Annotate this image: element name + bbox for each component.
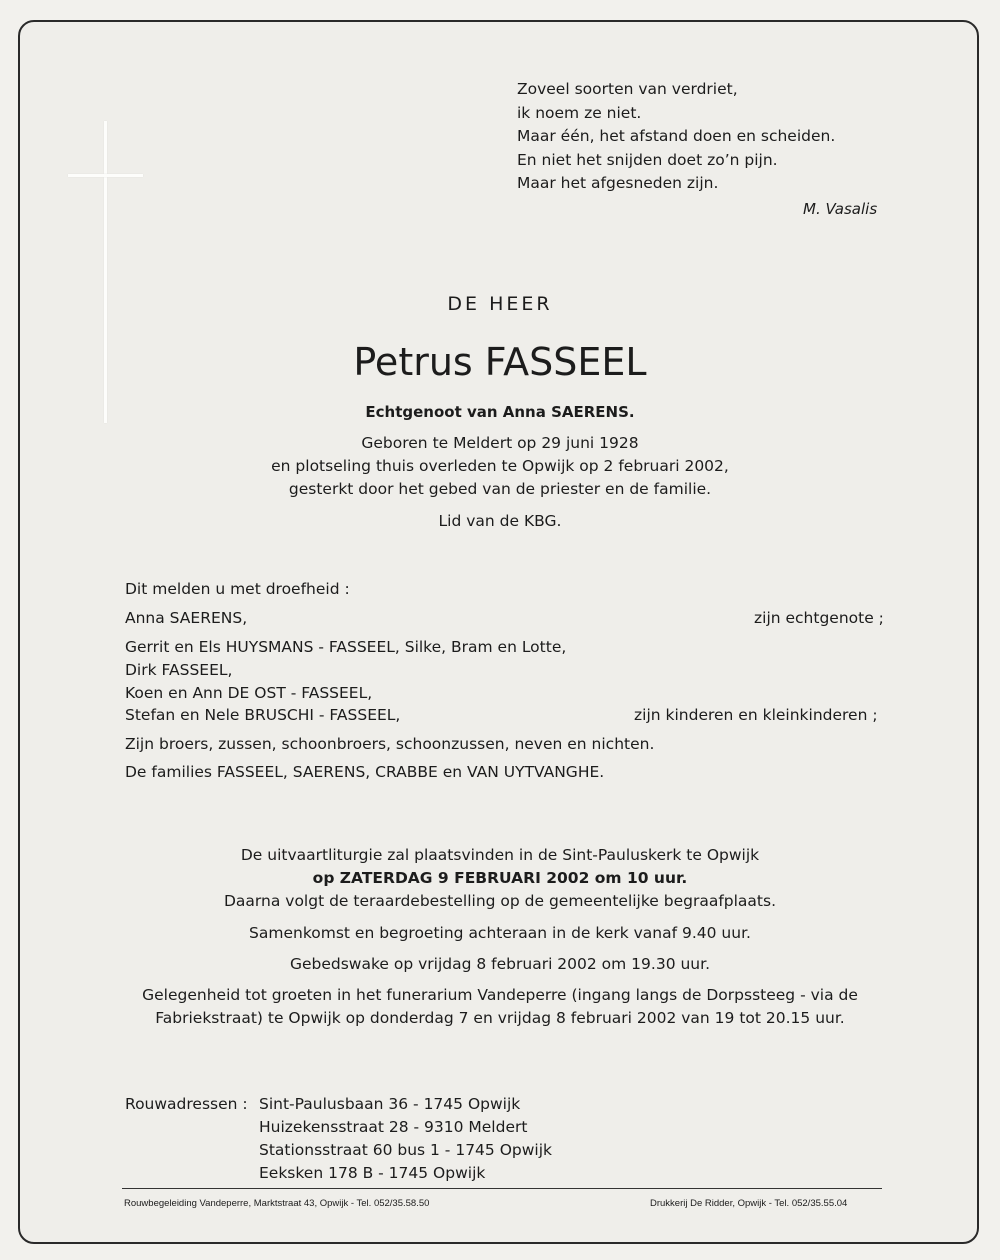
poem-line: Maar het afgesneden zijn.	[517, 174, 719, 192]
spouse-line: Echtgenoot van Anna SAERENS.	[365, 403, 635, 421]
families-line: De families FASSEEL, SAERENS, CRABBE en VAN UYTVANGHE.	[125, 763, 605, 781]
life-details	[0, 432, 1000, 501]
poem-line: Maar één, het afstand doen en scheiden.	[517, 127, 836, 145]
poem	[517, 78, 835, 196]
poem-line: Zoveel soorten van verdriet,	[517, 80, 738, 98]
meeting-line: Samenkomst en begroeting achteraan in de kerk vanaf 9.40 uur.	[249, 924, 751, 942]
deceased-title: DE HEER	[447, 293, 553, 315]
addresses-label: Rouwadressen :	[125, 1095, 248, 1113]
child-line: Dirk FASSEEL,	[125, 661, 233, 679]
sacraments-line: gesterkt door het gebed van de priester en de familie.	[288, 480, 712, 498]
footer-left: Rouwbegeleiding Vandeperre, Marktstraat 43, Opwijk - Tel. 052/35.58.50	[124, 1198, 430, 1209]
birth-line: Geboren te Meldert op 29 juni 1928	[361, 434, 639, 452]
child-line: Koen en Ann DE OST - FASSEEL,	[125, 684, 373, 702]
deceased-name: Petrus FASSEEL	[353, 340, 647, 384]
siblings-line: Zijn broers, zussen, schoonbroers, schoonzussen, neven en nichten.	[125, 735, 655, 753]
funeral-date: op ZATERDAG 9 FEBRUARI 2002 om 10 uur.	[312, 869, 688, 887]
spouse-role: zijn echtgenote ;	[754, 609, 884, 627]
address-item: Sint-Paulusbaan 36 - 1745 Opwijk	[259, 1095, 521, 1113]
address-item: Huizekensstraat 28 - 9310 Meldert	[259, 1118, 528, 1136]
footer-divider	[122, 1188, 882, 1189]
child-line: Gerrit en Els HUYSMANS - FASSEEL, Silke, Bram en Lotte,	[125, 638, 567, 656]
child-line: Stefan en Nele BRUSCHI - FASSEEL,	[125, 706, 401, 724]
visit-line-1: Gelegenheid tot groeten in het funerarium Vandeperre (ingang langs de Dorpssteeg - via de	[142, 986, 858, 1004]
spouse-name: Anna SAERENS,	[125, 609, 248, 627]
membership-line: Lid van de KBG.	[438, 512, 562, 530]
announcers-intro: Dit melden u met droefheid :	[125, 580, 350, 598]
children-role: zijn kinderen en kleinkinderen ;	[634, 706, 878, 724]
death-line: en plotseling thuis overleden te Opwijk op 2 februari 2002,	[271, 457, 729, 475]
vigil-line: Gebedswake op vrijdag 8 februari 2002 om 19.30 uur.	[289, 955, 711, 973]
visit-line-2: Fabriekstraat) te Opwijk op donderdag 7 en vrijdag 8 februari 2002 van 19 tot 20.15 uur.	[155, 1009, 845, 1027]
poem-line: ik noem ze niet.	[517, 103, 642, 122]
funeral-location: De uitvaartliturgie zal plaatsvinden in de Sint-Pauluskerk te Opwijk	[240, 846, 760, 864]
address-item: Eeksken 178 B - 1745 Opwijk	[259, 1164, 486, 1182]
poem-author: M. Vasalis	[803, 200, 878, 218]
address-item: Stationsstraat 60 bus 1 - 1745 Opwijk	[259, 1141, 553, 1159]
burial-line: Daarna volgt de teraardebestelling op de gemeentelijke begraafplaats.	[223, 892, 777, 910]
footer-right: Drukkerij De Ridder, Opwijk - Tel. 052/35.55.04	[650, 1198, 848, 1209]
cross-icon-bar	[68, 174, 143, 177]
poem-line: En niet het snijden doet zo’n pijn.	[517, 150, 778, 169]
